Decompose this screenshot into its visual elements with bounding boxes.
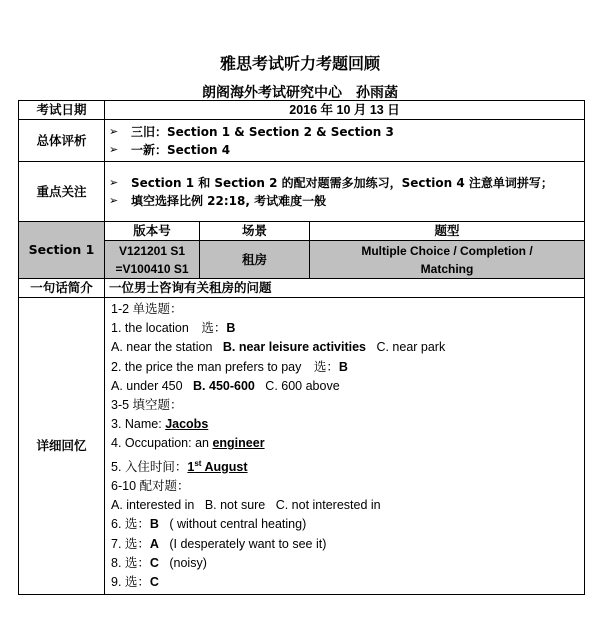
question-4: 4. Occupation: an engineer: [111, 436, 265, 451]
version-header: 版本号: [105, 222, 200, 241]
focus-item: ➢ 填空选择比例 22:18, 考试难度一般: [109, 193, 327, 208]
focus-label: 重点关注: [19, 162, 105, 222]
overview-content: [105, 120, 585, 162]
question-7: 7. 选：A (I desperately want to see it): [111, 536, 327, 551]
overview-row: [19, 120, 585, 162]
arrow-bullet-icon: ➢: [109, 175, 119, 189]
detail-line: 1-2 单选题：: [111, 302, 183, 316]
question-5: 5. 入住时间：1st August: [111, 458, 248, 474]
question-2-options: A. under 450 B. 450-600 C. 600 above: [111, 378, 340, 393]
type-header: 题型: [310, 222, 585, 241]
question-1: 1. the location 选：B: [111, 321, 236, 336]
summary-row: [19, 279, 585, 298]
overview-item: ➢ 三旧：Section 1 & Section 2 & Section 3: [109, 124, 394, 139]
overview-item: ➢ 一新：Section 4: [109, 142, 231, 157]
scene-header: 场景: [200, 222, 310, 241]
question-9: 9. 选：C: [111, 575, 159, 589]
focus-row: [19, 162, 585, 222]
question-6: 6. 选：B ( without central heating): [111, 517, 307, 532]
details-content: [105, 298, 585, 595]
arrow-bullet-icon: ➢: [109, 124, 119, 138]
section-header-row: [19, 222, 585, 241]
focus-item: ➢ Section 1 和 Section 2 的配对题需多加练习，Section 4 注意单词拼写；: [109, 175, 553, 190]
document-subtitle: 朗阁海外考试研究中心 孙雨菡: [202, 85, 398, 101]
exam-review-table: [18, 100, 585, 595]
date-label: 考试日期: [19, 101, 105, 120]
detail-line: 6-10 配对题：: [111, 478, 190, 493]
question-2: 2. the price the man prefers to pay 选：B: [111, 359, 348, 374]
details-label: 详细回忆: [19, 298, 105, 595]
summary-text: 一位男士咨询有关租房的问题: [105, 279, 585, 298]
details-row: [19, 298, 585, 595]
question-3: 3. Name: Jacobs: [111, 417, 209, 432]
date-value: 2016 年 10 月 13 日: [105, 101, 585, 120]
section-label: Section 1: [19, 222, 105, 279]
matching-options: A. interested in B. not sure C. not interested in: [111, 498, 381, 513]
type-value: Multiple Choice / Completion / Matching: [310, 241, 585, 279]
focus-content: [105, 162, 585, 222]
overview-label: 总体评析: [19, 120, 105, 162]
detail-line: 3-5 填空题：: [111, 398, 183, 413]
question-1-options: A. near the station B. near leisure activities C. near park: [111, 340, 446, 355]
version-value: V121201 S1 =V100410 S1: [105, 241, 200, 279]
arrow-bullet-icon: ➢: [109, 193, 119, 207]
question-8: 8. 选：C (noisy): [111, 555, 207, 570]
document-title: 雅思考试听力考题回顾: [219, 54, 380, 73]
date-row: [19, 101, 585, 120]
scene-value: 租房: [200, 241, 310, 279]
summary-label: 一句话简介: [19, 279, 105, 298]
arrow-bullet-icon: ➢: [109, 142, 119, 156]
